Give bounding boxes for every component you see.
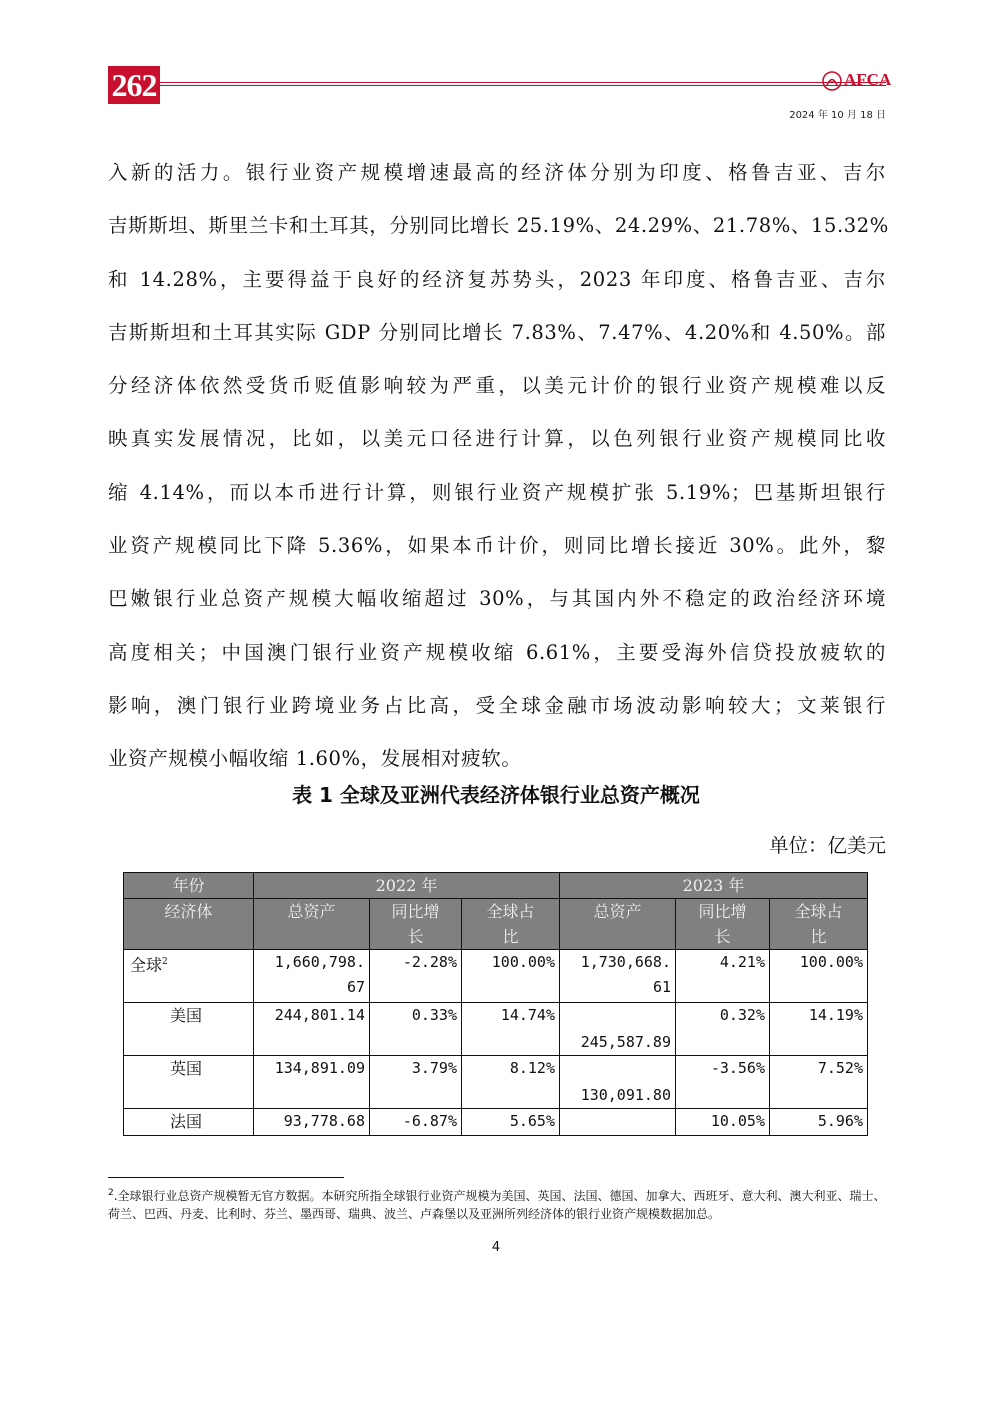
assets-2023: 245,587.89 <box>560 1003 676 1056</box>
body-paragraph <box>108 146 889 786</box>
table-row <box>124 1109 868 1136</box>
assets-2023: 1,730,668. 61 <box>560 950 676 1003</box>
header-date: 2024 年 10 月 18 日 <box>789 110 886 121</box>
header-share-2022: 全球占 比 <box>462 899 560 950</box>
yoy-2022: -2.28% <box>370 950 462 1003</box>
body-line: 吉斯斯坦和土耳其实际 GDP 分别同比增长 7.83%、7.47%、4.20%和 4.50%。部 <box>108 320 886 344</box>
yoy-2022: 3.79% <box>370 1056 462 1109</box>
yoy-2023: 4.21% <box>676 950 770 1003</box>
footnote-marker: 2 <box>162 957 168 967</box>
header-total-assets-2022: 总资产 <box>254 899 370 950</box>
table-caption: 表 1 全球及亚洲代表经济体银行业总资产概况 <box>292 783 700 807</box>
footnote-marker: 2 <box>108 1188 114 1198</box>
economy-name: 美国 <box>124 1003 254 1056</box>
body-line: 入新的活力。银行业资产规模增速最高的经济体分别为印度、格鲁吉亚、吉尔 <box>108 161 886 184</box>
share-2022: 14.74% <box>462 1003 560 1056</box>
yoy-2022: 0.33% <box>370 1003 462 1056</box>
body-line: 和 14.28%，主要得益于良好的经济复苏势头，2023 年印度、格鲁吉亚、吉尔 <box>108 267 886 291</box>
afca-logo-text: AFCA <box>844 70 892 89</box>
share-2023: 5.96% <box>770 1109 868 1136</box>
bank-assets-table <box>123 872 868 1136</box>
economy-name: 英国 <box>124 1056 254 1109</box>
footnote <box>108 1184 888 1223</box>
yoy-2023: 0.32% <box>676 1003 770 1056</box>
header-year-2023: 2023 年 <box>560 873 868 899</box>
economy-name: 全球$^2$ <box>124 950 254 1003</box>
header-economy: 经济体 <box>124 899 254 950</box>
body-line: 巴嫩银行业总资产规模大幅收缩超过 30%，与其国内外不稳定的政治经济环境 <box>108 587 886 611</box>
header-yoy-2023: 同比增 长 <box>676 899 770 950</box>
yoy-2023: 10.05% <box>676 1109 770 1136</box>
assets-2022: 1,660,798. 67 <box>254 950 370 1003</box>
table-row <box>124 950 868 1003</box>
header-rule <box>160 82 886 83</box>
afca-logo <box>822 70 890 92</box>
body-line: 缩 4.14%，而以本币进行计算，则银行业资产规模扩张 5.19%；巴基斯坦银行 <box>108 480 886 504</box>
economy-name: 法国 <box>124 1109 254 1136</box>
yoy-2023: -3.56% <box>676 1056 770 1109</box>
share-2023: 100.00% <box>770 950 868 1003</box>
header-rule-secondary <box>160 85 886 86</box>
share-2022: 5.65% <box>462 1109 560 1136</box>
body-line: 影响，澳门银行业跨境业务占比高，受全球金融市场波动影响较大；文莱银行 <box>108 693 886 717</box>
share-2023: 14.19% <box>770 1003 868 1056</box>
assets-2022: 93,778.68 <box>254 1109 370 1136</box>
yoy-2022: -6.87% <box>370 1109 462 1136</box>
body-line: 业资产规模同比下降 5.36%，如果本币计价，则同比增长接近 30%。此外，黎 <box>108 534 886 558</box>
header-year-label: 年份 <box>124 873 254 899</box>
table-header-row-years <box>124 873 868 899</box>
share-2023: 7.52% <box>770 1056 868 1109</box>
header-share-2023: 全球占 比 <box>770 899 868 950</box>
header-yoy-2022: 同比增 长 <box>370 899 462 950</box>
table-row <box>124 1056 868 1109</box>
body-line: 映真实发展情况，比如，以美元口径进行计算，以色列银行业资产规模同比收 <box>108 427 886 451</box>
afca-logo-icon <box>822 71 842 91</box>
table-row <box>124 1003 868 1056</box>
footnote-text: .全球银行业总资产规模暂无官方数据。本研究所指全球银行业资产规模为美国、英国、法国、德国、加拿大、西班牙、意大利、澳大利亚、瑞士、荷兰、巴西、丹麦、比利时、芬兰、墨西哥、瑞典、波兰、卢森堡以及亚洲所列经济体的银行业资产规模数据加总。 <box>108 1189 886 1221</box>
body-line: 分经济体依然受货币贬值影响较为严重，以美元计价的银行业资产规模难以反 <box>108 374 886 398</box>
assets-2022: 134,891.09 <box>254 1056 370 1109</box>
page-number: 4 <box>491 1240 501 1255</box>
header-year-2022: 2022 年 <box>254 873 560 899</box>
assets-2023: 130,091.80 <box>560 1056 676 1109</box>
footnote-rule <box>108 1177 344 1178</box>
assets-2022: 244,801.14 <box>254 1003 370 1056</box>
issue-number-badge: 262 <box>108 66 160 104</box>
share-2022: 100.00% <box>462 950 560 1003</box>
header-total-assets-2023: 总资产 <box>560 899 676 950</box>
body-line: 吉斯斯坦、斯里兰卡和土耳其，分别同比增长 25.19%、24.29%、21.78%、15.32% <box>108 214 889 238</box>
body-line: 业资产规模小幅收缩 1.60%，发展相对疲软。 <box>108 747 522 771</box>
share-2022: 8.12% <box>462 1056 560 1109</box>
assets-2023 <box>560 1109 676 1136</box>
body-line: 高度相关；中国澳门银行业资产规模收缩 6.61%，主要受海外信贷投放疲软的 <box>108 640 886 664</box>
table-unit: 单位：亿美元 <box>768 834 886 857</box>
table-header-row-columns <box>124 899 868 950</box>
